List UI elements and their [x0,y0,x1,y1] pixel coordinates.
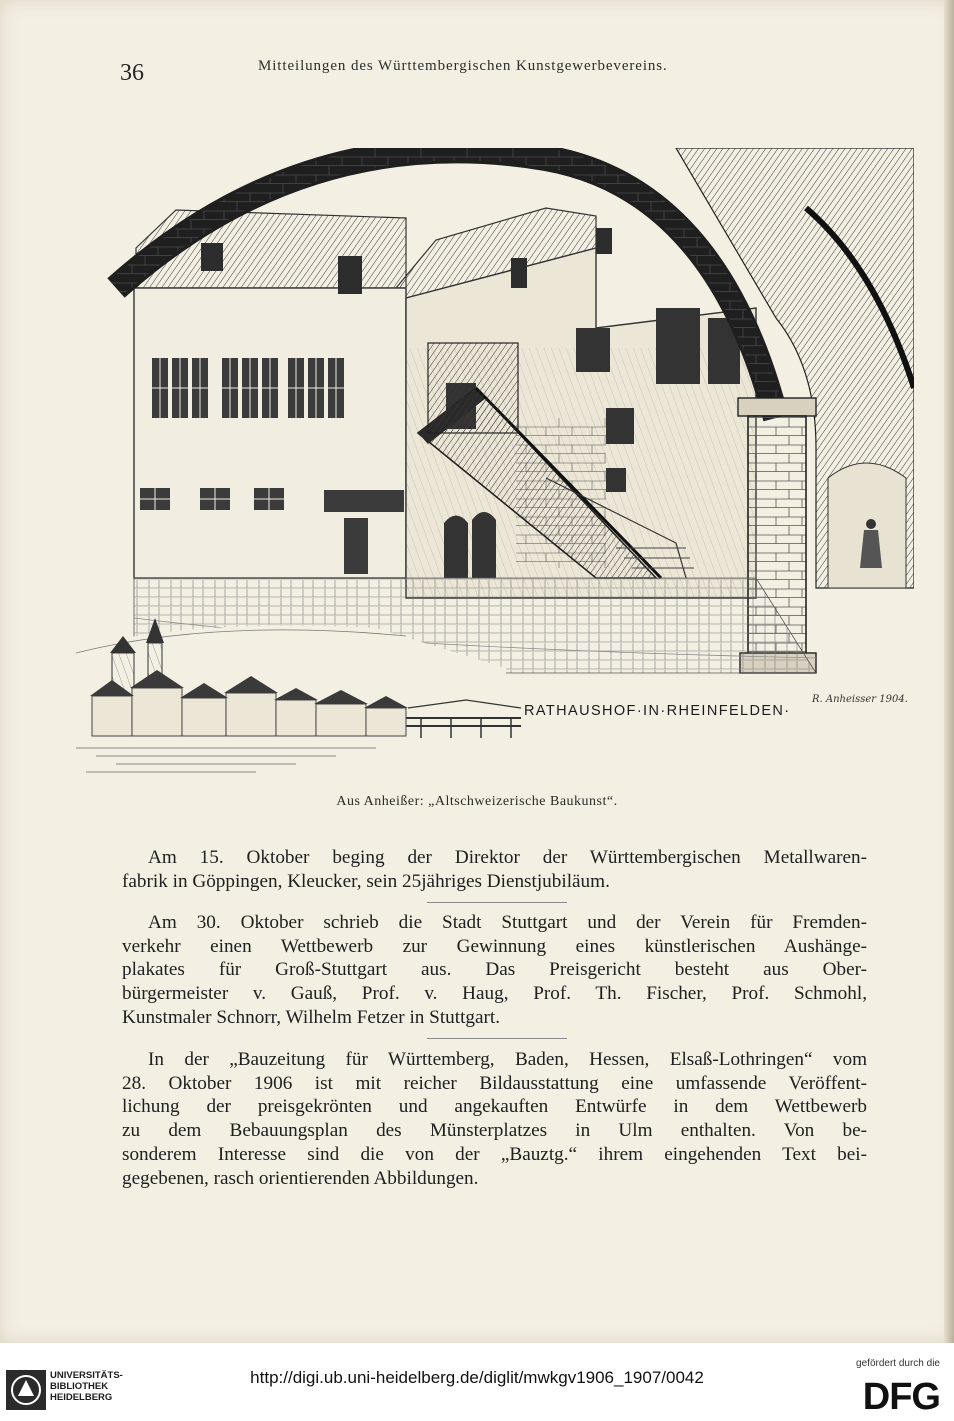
paragraph-bauzeitung [122,1048,867,1190]
page-number: 36 [120,60,144,86]
text-line: verkehr einen Wettbewerb zur Gewinnung eines künstlerischen Aushänge- [122,935,867,957]
paragraph-poster-competition [122,911,867,1030]
text-line: 28. Oktober 1906 ist mit reicher Bildausstattung eine umfassende Veröffent- [122,1072,867,1094]
dfg-logo: DFG [862,1376,940,1418]
text-line: Kunstmaler Schnorr, Wilhelm Fetzer in Stuttgart. [122,1006,501,1028]
text-line: gegebenen, rasch orientierenden Abbildungen. [122,1167,479,1189]
text-line: bürgermeister v. Gauß, Prof. v. Haug, Prof. Th. Fischer, Prof. Schmohl, [122,983,867,1005]
section-separator [427,1038,567,1039]
university-name-line: HEIDELBERG [50,1392,113,1403]
university-name-line: BIBLIOTHEK [50,1381,109,1392]
text-line: Am 30. Oktober schrieb die Stadt Stuttgart und der Verein für Fremden- [148,912,867,933]
artist-signature: R. Anheisser 1904. [812,694,908,705]
engraving-drawing [76,148,914,778]
funding-note: gefördert durch die [856,1358,940,1369]
text-line: lichung der preisgekrönten und angekauften Entwürfe in dem Wettbewerb [122,1096,867,1118]
illustration-caption: Aus Anheißer: „Altschweizerische Baukunst“. [336,794,618,809]
running-head: Mitteilungen des Württembergischen Kunstgewerbevereins. [258,58,668,74]
paragraph-jubilee [122,846,867,893]
page-edge [944,0,954,1343]
text-line: sonderem Interesse sind die von der „Bauztg.“ ihrem eingehenden Text bei- [122,1143,867,1165]
courtyard-illustration [76,148,914,778]
text-line: zu dem Bebauungsplan des Münsterplatzes in Ulm enthalten. Von be- [122,1120,867,1142]
university-name-line: UNIVERSITÄTS- [50,1370,123,1381]
section-separator [427,902,567,903]
text-line: Am 15. Oktober beging der Direktor der Württembergischen Metallwaren- [148,847,867,868]
illustration-title: RATHAUSHOF·IN·RHEINFELDEN· [524,703,791,719]
permalink-url[interactable]: http://digi.ub.uni-heidelberg.de/diglit/mwkgv1906_1907/0042 [250,1368,704,1387]
text-line: fabrik in Göppingen, Kleucker, sein 25jähriges Dienstjubiläum. [122,870,610,892]
text-line: plakates für Groß-Stuttgart aus. Das Preisgericht besteht aus Ober- [122,959,867,981]
text-line: In der „Bauzeitung für Württemberg, Baden, Hessen, Elsaß-Lothringen“ vom [148,1049,867,1070]
